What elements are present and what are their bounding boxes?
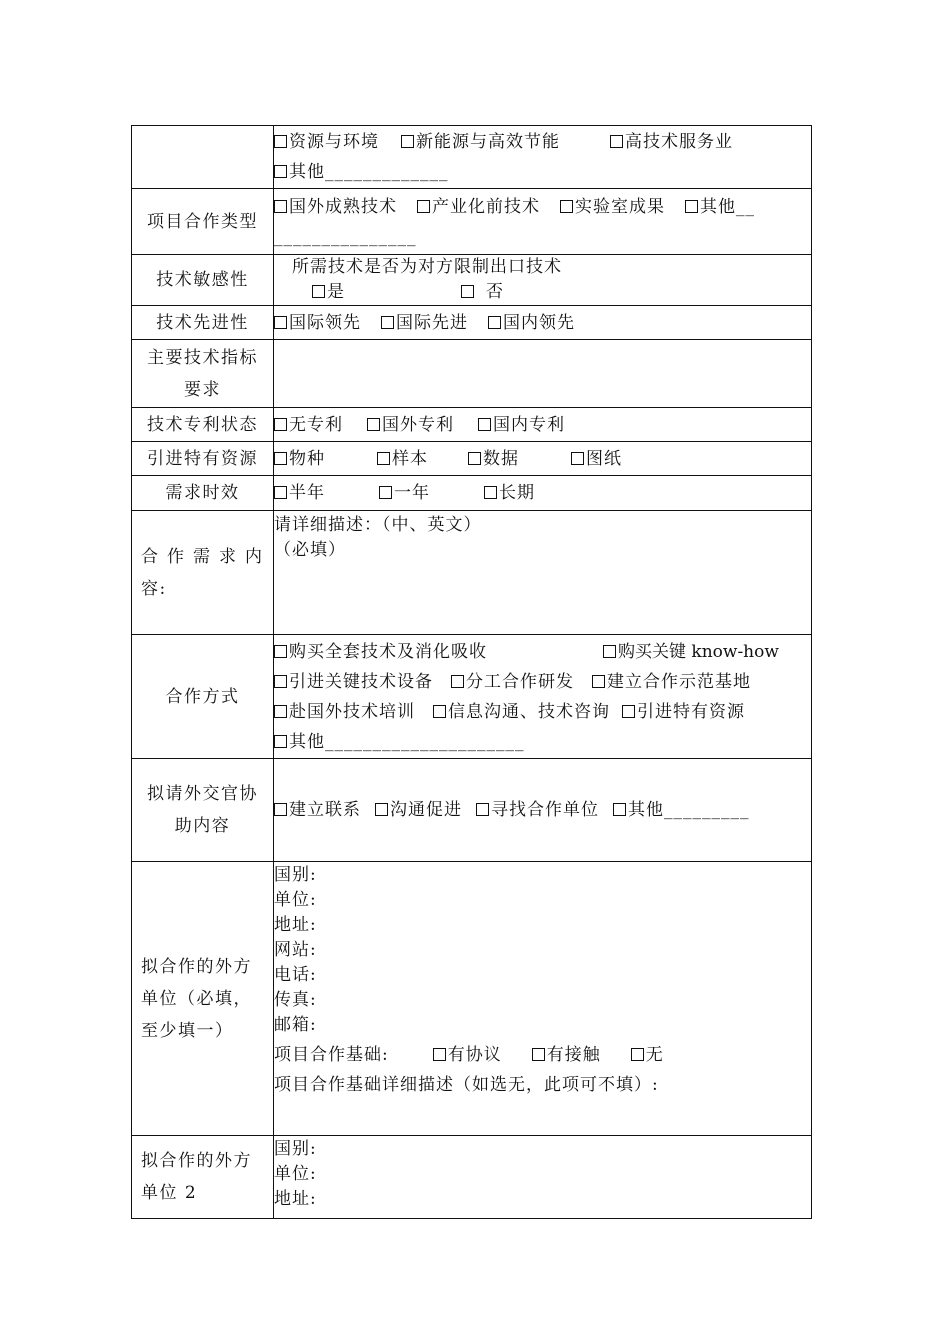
- checkbox-buy-know-how[interactable]: [603, 645, 616, 658]
- option-info-consulting: 信息沟通、技术咨询: [448, 701, 610, 722]
- option-intl-leading: 国际领先: [289, 312, 361, 333]
- diplomat-other-blank[interactable]: _________: [664, 800, 750, 820]
- row-sensitivity: [132, 255, 812, 306]
- field-other-blank[interactable]: _____________: [325, 162, 449, 182]
- checkbox-no[interactable]: [461, 285, 474, 298]
- p2-field-unit[interactable]: 单位:: [274, 1164, 317, 1184]
- label-partner-2: 拟合作的外方 单位 2: [132, 1136, 274, 1219]
- field-website[interactable]: 网站:: [274, 940, 317, 960]
- field-unit[interactable]: 单位:: [274, 890, 317, 910]
- label-partner-1: 拟合作的外方 单位（必填， 至少填一）: [132, 862, 274, 1136]
- option-overseas-training: 赴国外技术培训: [289, 701, 415, 722]
- row-partner-2: [132, 1136, 812, 1219]
- label-coop-type: 项目合作类型: [132, 189, 274, 255]
- option-half-year: 半年: [289, 483, 325, 503]
- row-partner-1: [132, 862, 812, 1136]
- checkbox-lab-results[interactable]: [560, 200, 573, 213]
- timeliness-options: [274, 476, 812, 511]
- option-buy-know-how: 购买关键 know-how: [618, 641, 779, 662]
- checkbox-species[interactable]: [274, 452, 287, 465]
- option-no-patent: 无专利: [289, 414, 343, 435]
- checkbox-drawings[interactable]: [571, 452, 584, 465]
- option-resources-environment: 资源与环境: [289, 132, 379, 152]
- checkbox-new-energy[interactable]: [401, 135, 414, 148]
- checkbox-resources-environment[interactable]: [274, 135, 287, 148]
- basis-label: 项目合作基础:: [274, 1045, 389, 1065]
- label-advanced: 技术先进性: [132, 306, 274, 340]
- coop-method-options: [274, 635, 812, 759]
- option-yes: 是: [327, 282, 345, 302]
- option-domestic-patent: 国内专利: [493, 414, 565, 435]
- row-diplomat: [132, 759, 812, 862]
- checkbox-one-year[interactable]: [379, 486, 392, 499]
- cooperation-form-table: [131, 125, 812, 1219]
- label-indicators: 主要技术指标 要求: [132, 340, 274, 408]
- checkbox-has-contact[interactable]: [532, 1048, 545, 1061]
- checkbox-domestic-patent[interactable]: [478, 418, 491, 431]
- row-patent: [132, 408, 812, 442]
- checkbox-foreign-patent[interactable]: [367, 418, 380, 431]
- checkbox-info-consulting[interactable]: [433, 705, 446, 718]
- checkbox-establish-contact[interactable]: [274, 803, 287, 816]
- option-coop-type-other: 其他: [700, 196, 736, 217]
- row-tech-field: [132, 126, 812, 189]
- partner-2-fields: [274, 1136, 812, 1219]
- checkbox-coop-type-other[interactable]: [685, 200, 698, 213]
- row-advanced: [132, 306, 812, 340]
- row-coop-method: [132, 635, 812, 759]
- checkbox-demo-base[interactable]: [592, 675, 605, 688]
- option-new-energy: 新能源与高效节能: [416, 132, 560, 152]
- patent-options: [274, 408, 812, 442]
- option-pre-industrial-tech: 产业化前技术: [432, 196, 540, 217]
- field-fax[interactable]: 传真:: [274, 990, 317, 1010]
- checkbox-intl-advanced[interactable]: [381, 316, 394, 329]
- checkbox-none[interactable]: [631, 1048, 644, 1061]
- checkbox-import-equipment[interactable]: [274, 675, 287, 688]
- option-no: 否: [486, 282, 504, 302]
- checkbox-domestic-leading[interactable]: [488, 316, 501, 329]
- coop-type-options: [274, 189, 812, 255]
- coop-content-hint: 请详细描述：（中、英文）: [274, 515, 482, 535]
- option-joint-rd: 分工合作研发: [466, 671, 574, 692]
- option-establish-contact: 建立联系: [289, 800, 361, 820]
- indicators-input[interactable]: [274, 340, 812, 408]
- coop-content-required: （必填）: [274, 540, 346, 560]
- option-import-resources: 引进特有资源: [637, 701, 745, 722]
- option-drawings: 图纸: [586, 448, 622, 469]
- option-buy-full-tech: 购买全套技术及消化吸收: [289, 641, 487, 662]
- checkbox-samples[interactable]: [377, 452, 390, 465]
- label-coop-method: 合作方式: [132, 635, 274, 759]
- option-method-other: 其他: [289, 731, 325, 752]
- row-resources: [132, 442, 812, 476]
- option-foreign-mature-tech: 国外成熟技术: [289, 196, 397, 217]
- label-sensitivity: 技术敏感性: [132, 255, 274, 306]
- checkbox-long-term[interactable]: [484, 486, 497, 499]
- label-timeliness: 需求时效: [132, 476, 274, 511]
- checkbox-hightech-service[interactable]: [610, 135, 623, 148]
- row-timeliness: [132, 476, 812, 511]
- checkbox-pre-industrial-tech[interactable]: [417, 200, 430, 213]
- field-country[interactable]: 国别:: [274, 865, 317, 885]
- option-find-partner: 寻找合作单位: [491, 800, 599, 820]
- option-long-term: 长期: [499, 483, 535, 503]
- coop-type-other-blank-cont[interactable]: _______________: [274, 226, 417, 247]
- field-phone[interactable]: 电话:: [274, 965, 317, 985]
- option-foreign-patent: 国外专利: [382, 414, 454, 435]
- row-coop-content: [132, 511, 812, 635]
- option-import-equipment: 引进关键技术设备: [289, 671, 433, 692]
- checkbox-communication[interactable]: [375, 803, 388, 816]
- option-samples: 样本: [392, 448, 428, 469]
- option-communication: 沟通促进: [390, 800, 462, 820]
- option-one-year: 一年: [394, 483, 430, 503]
- p2-field-address[interactable]: 地址:: [274, 1189, 317, 1209]
- checkbox-half-year[interactable]: [274, 486, 287, 499]
- sensitivity-content: [274, 255, 812, 306]
- partner-1-fields: [274, 862, 812, 1136]
- checkbox-has-agreement[interactable]: [433, 1048, 446, 1061]
- option-none: 无: [645, 1045, 664, 1065]
- checkbox-data[interactable]: [468, 452, 481, 465]
- basis-description[interactable]: 项目合作基础详细描述（如选无，此项可不填）:: [274, 1075, 659, 1095]
- label-diplomat: 拟请外交官协 助内容: [132, 759, 274, 862]
- checkbox-yes[interactable]: [312, 285, 325, 298]
- label-patent: 技术专利状态: [132, 408, 274, 442]
- checkbox-field-other[interactable]: [274, 165, 287, 178]
- field-email[interactable]: 邮箱:: [274, 1015, 317, 1035]
- coop-content-input[interactable]: [274, 511, 812, 635]
- label-tech-field: [132, 126, 274, 189]
- option-has-agreement: 有协议: [447, 1045, 502, 1065]
- diplomat-options: [274, 759, 812, 862]
- checkbox-method-other[interactable]: [274, 735, 287, 748]
- checkbox-import-resources[interactable]: [622, 705, 635, 718]
- label-coop-content: 合作需求内 容:: [132, 511, 274, 635]
- row-coop-type: [132, 189, 812, 255]
- option-diplomat-other: 其他: [628, 800, 664, 820]
- option-lab-results: 实验室成果: [575, 196, 665, 217]
- field-address[interactable]: 地址:: [274, 915, 317, 935]
- advanced-options: [274, 306, 812, 340]
- option-demo-base: 建立合作示范基地: [607, 671, 751, 692]
- option-domestic-leading: 国内领先: [503, 312, 575, 333]
- option-species: 物种: [289, 448, 325, 469]
- row-indicators: [132, 340, 812, 408]
- checkbox-find-partner[interactable]: [476, 803, 489, 816]
- option-intl-advanced: 国际先进: [396, 312, 468, 333]
- option-field-other: 其他: [289, 162, 325, 182]
- coop-type-other-blank[interactable]: __: [736, 196, 755, 217]
- checkbox-buy-full-tech[interactable]: [274, 645, 287, 658]
- resources-options: [274, 442, 812, 476]
- checkbox-joint-rd[interactable]: [451, 675, 464, 688]
- method-other-blank[interactable]: _____________________: [325, 731, 525, 752]
- checkbox-overseas-training[interactable]: [274, 705, 287, 718]
- tech-field-options: [274, 126, 812, 189]
- p2-field-country[interactable]: 国别:: [274, 1139, 317, 1159]
- checkbox-intl-leading[interactable]: [274, 316, 287, 329]
- label-resources: 引进特有资源: [132, 442, 274, 476]
- checkbox-no-patent[interactable]: [274, 418, 287, 431]
- checkbox-foreign-mature-tech[interactable]: [274, 200, 287, 213]
- option-hightech-service: 高技术服务业: [625, 132, 733, 152]
- option-data: 数据: [483, 448, 519, 469]
- checkbox-diplomat-other[interactable]: [613, 803, 626, 816]
- option-has-contact: 有接触: [546, 1045, 601, 1065]
- sensitivity-question: 所需技术是否为对方限制出口技术: [292, 257, 562, 277]
